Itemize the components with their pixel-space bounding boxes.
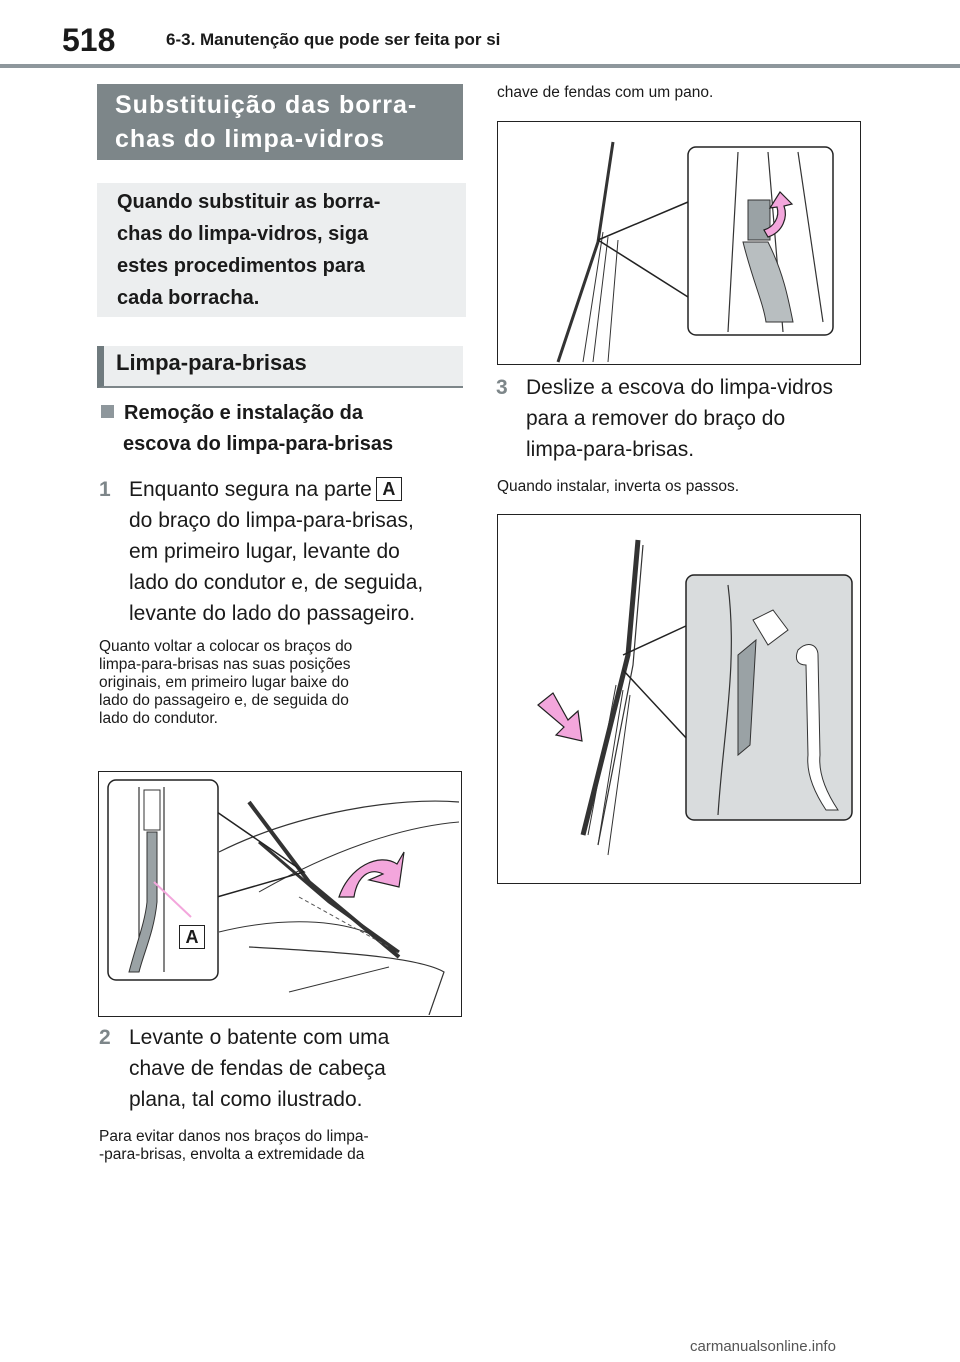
step-number: 2 [99, 1026, 111, 1049]
page-number: 518 [62, 22, 116, 58]
intro-line: estes procedimentos para [117, 255, 365, 277]
square-bullet-icon [101, 405, 114, 418]
step-line: Levante o batente com uma [129, 1026, 390, 1049]
step-3 [496, 372, 896, 468]
stopper-lift-illustration [498, 122, 859, 363]
running-head: 6-3. Manutenção que pode ser feita por si [166, 30, 501, 49]
note-line: lado do passageiro e, de seguida do [99, 692, 349, 709]
intro-line: chas do limpa-vidros, siga [117, 223, 369, 245]
figure-blade-slide [497, 514, 861, 884]
note-line: limpa-para-brisas nas suas posições [99, 656, 351, 673]
note-line: Para evitar danos nos braços do limpa- [99, 1128, 369, 1145]
step-line: para a remover do braço do [526, 407, 786, 430]
label-a-badge: A [376, 477, 402, 501]
note-line: -para-brisas, envolta a extremidade da [99, 1146, 365, 1163]
procedure-title [101, 398, 441, 460]
note-line: lado do condutor. [99, 710, 218, 727]
figure-stopper-lift [497, 121, 861, 365]
step-line: em primeiro lugar, levante do [129, 540, 400, 563]
wiper-arm-lift-illustration [99, 772, 460, 1015]
intro-box [97, 183, 466, 317]
step-line: lado do condutor e, de seguida, [129, 571, 424, 594]
intro-line: cada borracha. [117, 287, 260, 309]
section-title [97, 84, 463, 160]
section-title-line: Substituição das borra- [115, 91, 418, 119]
step-number: 3 [496, 376, 508, 399]
procedure-title-line: Remoção e instalação da [124, 402, 363, 424]
note-line: Quanto voltar a colocar os braços do [99, 638, 353, 655]
note-2 [99, 1128, 469, 1164]
note-1 [99, 638, 469, 728]
subsection-title: Limpa-para-brisas [97, 346, 463, 388]
intro-line: Quando substituir as borra- [117, 191, 381, 213]
note-3: Quando instalar, inverta os passos. [497, 478, 740, 495]
step-line: do braço do limpa-para-brisas, [129, 509, 414, 532]
blade-slide-illustration [498, 515, 859, 882]
header-rule [0, 64, 960, 68]
step-line: Deslize a escova do limpa-vidros [526, 376, 833, 399]
label-a-badge: A [179, 925, 205, 949]
step-line: levante do lado do passageiro. [129, 602, 416, 625]
note-2-continued: chave de fendas com um pano. [497, 84, 714, 101]
watermark: carmanualsonline.info [690, 1338, 836, 1355]
step-2 [99, 1022, 469, 1118]
step-line: chave de fendas de cabeça [129, 1057, 386, 1080]
note-line: originais, em primeiro lugar baixe do [99, 674, 349, 691]
figure-wiper-arm-lift [98, 771, 462, 1017]
step-line: Enquanto segura na parte [129, 478, 372, 501]
section-title-line: chas do limpa-vidros [115, 125, 386, 153]
step-line: plana, tal como ilustrado. [129, 1088, 363, 1111]
procedure-title-line: escova do limpa-para-brisas [123, 433, 394, 455]
step-1 [99, 474, 469, 634]
step-line: limpa-para-brisas. [526, 438, 695, 461]
step-number: 1 [99, 478, 111, 501]
